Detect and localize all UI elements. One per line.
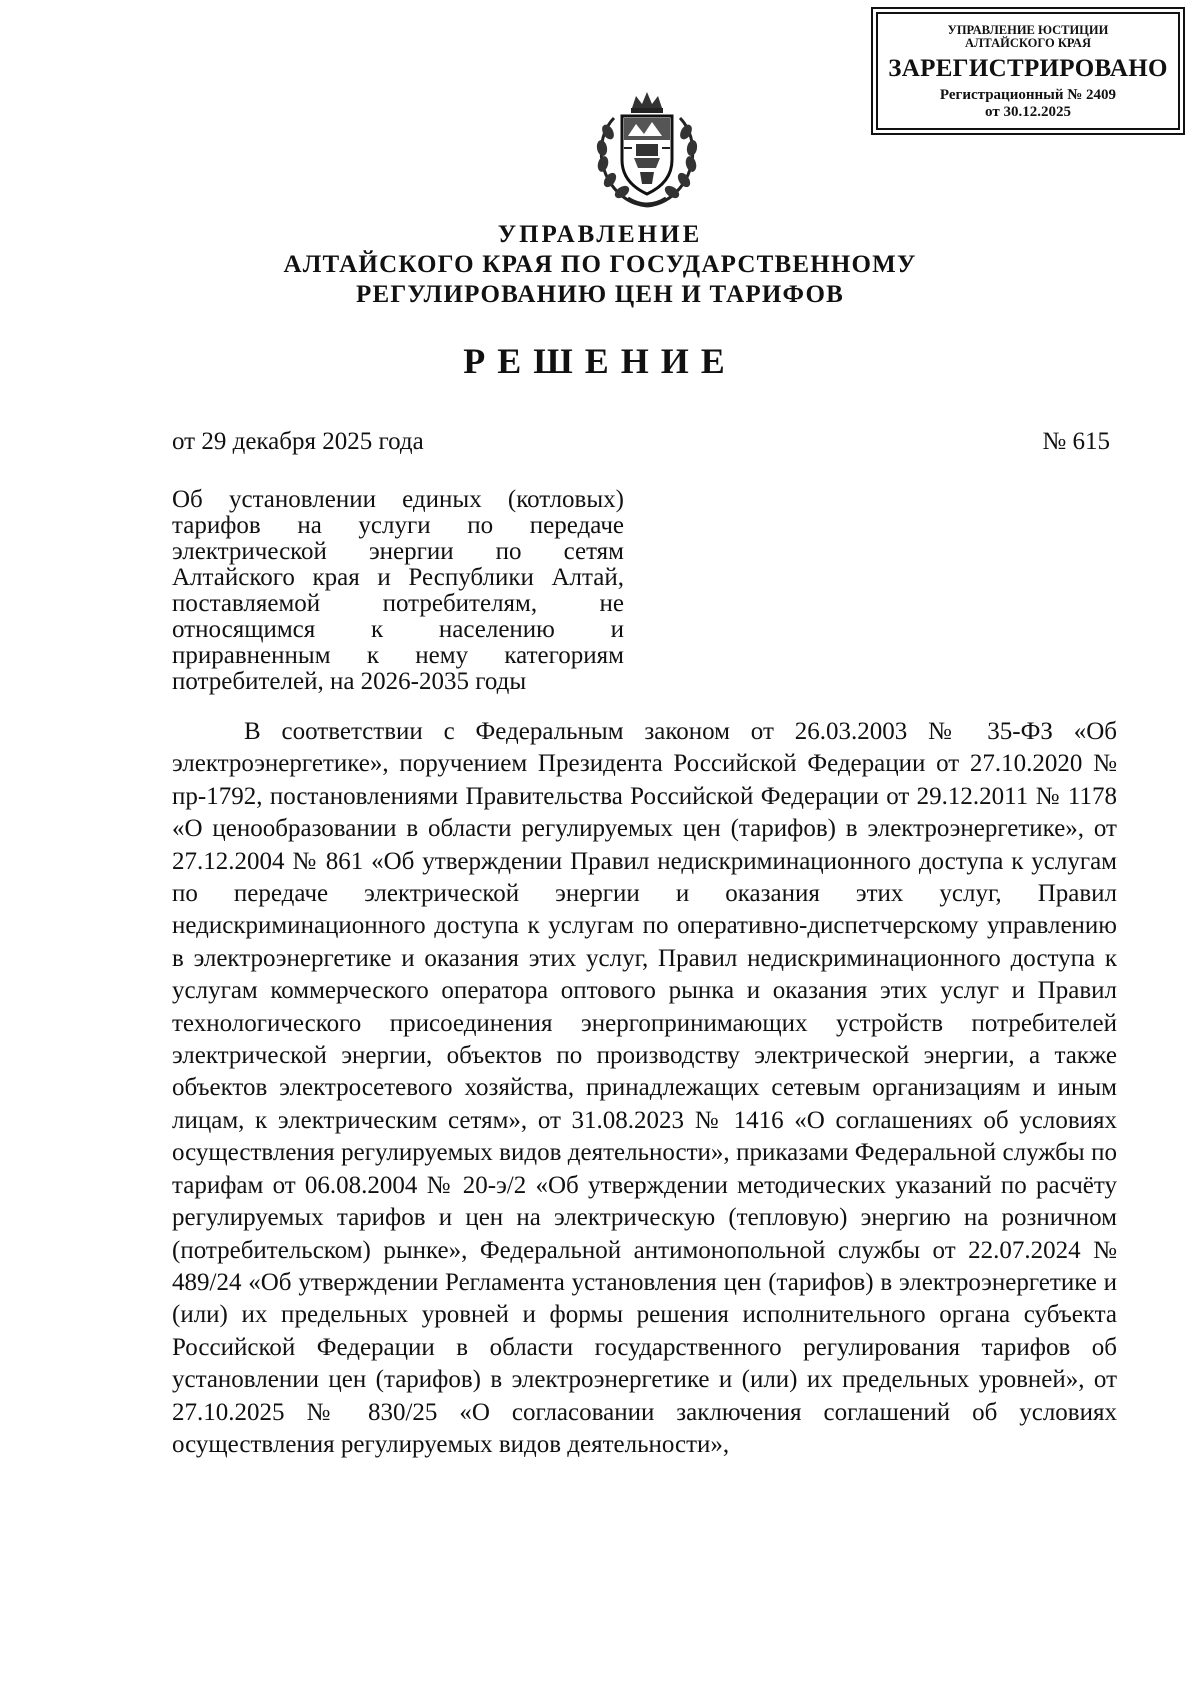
agency-title-line2: АЛТАЙСКОГО КРАЯ ПО ГОСУДАРСТВЕННОМУ bbox=[283, 251, 917, 278]
stamp-reg-date: от 30.12.2025 bbox=[985, 104, 1071, 120]
document-number: № 615 bbox=[1042, 428, 1110, 455]
document-subject: Об установлении единых (котловых) тарифов на услуги по передаче электрической энергии по сетям Алтайского края и Республики Алтай, поставляемой потребителям, не относящимся к населению и приравненным к нему категориям потребителей, на 2026-2035 годы bbox=[172, 486, 624, 695]
stamp-status: ЗАРЕГИСТРИРОВАНО bbox=[888, 55, 1168, 82]
agency-title-line1: УПРАВЛЕНИЕ bbox=[497, 221, 703, 248]
stamp-org-line1: УПРАВЛЕНИЕ ЮСТИЦИИ bbox=[947, 23, 1109, 37]
stamp-org-line2: АЛТАЙСКОГО КРАЯ bbox=[965, 36, 1091, 50]
coat-of-arms-icon bbox=[584, 88, 710, 214]
stamp-reg-number: Регистрационный № 2409 bbox=[939, 87, 1117, 103]
document-date: от 29 декабря 2025 года bbox=[172, 428, 424, 455]
registration-stamp bbox=[876, 12, 1180, 130]
document-body-paragraph: В соответствии с Федеральным законом от 26.03.2003 № 35-ФЗ «Об электроэнергетике», поручением Президента Российской Федерации от 27.10.2020 № пр-1792, постановлениями Правительства Российской Федерации от 29.12.2011 № 1178 «О ценообразовании в области регулируемых цен (тарифов) в электроэнергетике», от 27.12.2004 № 861 «Об утверждении Правил недискриминационного доступа к услугам по передаче электрической энергии и оказания этих услуг, Правил недискриминационного доступа к услугам по оперативно-диспетчерскому управлению в электроэнергетике и оказания этих услуг, Правил недискриминационного доступа к услугам коммерческого оператора оптового рынка и оказания этих услуг и Правил технологического присоединения энергопринимающих устройств потребителей электрической энергии, объектов по производству электрической энергии, а также объектов электросетевого хозяйства, принадлежащих сетевым организациям и иным лицам, к электрическим сетям», от 31.08.2023 № 1416 «О соглашениях об условиях осуществления регулируемых видов деятельности», приказами Федеральной службы по тарифам от 06.08.2004 № 20-э/2 «Об утверждении методических указаний по расчёту регулируемых тарифов и цен на электрическую (тепловую) энергию на розничном (потребительском) рынке», Федеральной антимонопольной службы от 22.07.2024 № 489/24 «Об утверждении Регламента установления цен (тарифов) в электроэнергетике и (или) их предельных уровней и формы решения исполнительного органа субъекта Российской Федерации в области государственного регулирования тарифов об установлении цен (тарифов) в электроэнергетике и (или) их предельных уровней», от 27.10.2025 № 830/25 «О согласовании заключения соглашений об условиях осуществления регулируемых видов деятельности», bbox=[172, 718, 1117, 1458]
agency-title-line3: РЕГУЛИРОВАНИЮ ЦЕН И ТАРИФОВ bbox=[355, 281, 844, 308]
document-type-title: РЕШЕНИЕ bbox=[463, 341, 737, 381]
